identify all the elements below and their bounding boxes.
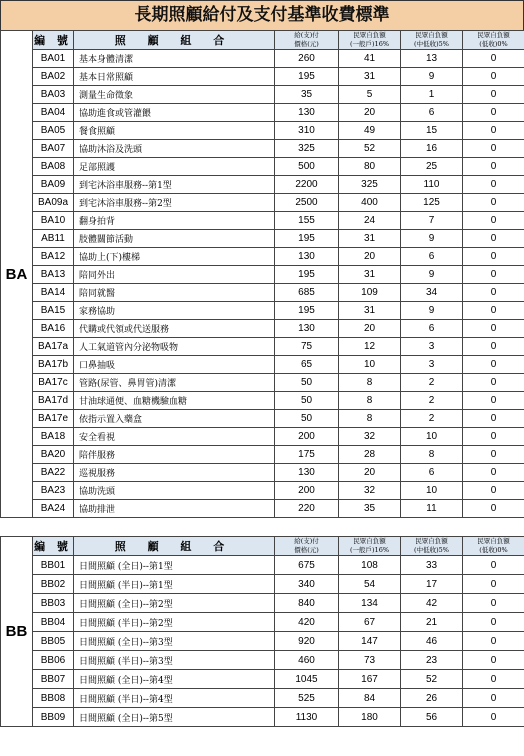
copay-low: 0 — [463, 248, 524, 266]
copay-low: 0 — [463, 86, 524, 104]
copay-lowmid: 52 — [401, 670, 463, 689]
copay-low: 0 — [463, 302, 524, 320]
service-name: 日間照顧 (半日)--第4型 — [74, 689, 275, 708]
copay-low: 0 — [463, 104, 524, 122]
copay-low: 0 — [463, 50, 524, 68]
service-code: BA14 — [33, 284, 74, 302]
service-name: 管路(尿管、鼻胃管)清潔 — [74, 374, 275, 392]
copay-lowmid: 23 — [401, 651, 463, 670]
header-copay-lowmid — [401, 31, 463, 50]
service-code: BA07 — [33, 140, 74, 158]
copay-general: 28 — [339, 446, 401, 464]
copay-low: 0 — [463, 320, 524, 338]
service-code: BA05 — [33, 122, 74, 140]
copay-low: 0 — [463, 158, 524, 176]
table-row — [1, 68, 524, 86]
table-row — [1, 248, 524, 266]
copay-lowmid: 6 — [401, 320, 463, 338]
copay-general: 32 — [339, 482, 401, 500]
price: 195 — [275, 230, 339, 248]
table-row — [1, 632, 524, 651]
service-code: BA13 — [33, 266, 74, 284]
header-copay-lowmid-line2: (中低收)5% — [414, 546, 449, 554]
service-code: BA09 — [33, 176, 74, 194]
price: 2200 — [275, 176, 339, 194]
copay-low: 0 — [463, 122, 524, 140]
service-name: 基本日常照顧 — [74, 68, 275, 86]
service-code: BA10 — [33, 212, 74, 230]
price: 310 — [275, 122, 339, 140]
copay-lowmid: 42 — [401, 594, 463, 613]
table-row — [1, 212, 524, 230]
copay-general: 10 — [339, 356, 401, 374]
service-name: 肢體關節活動 — [74, 230, 275, 248]
copay-lowmid: 125 — [401, 194, 463, 212]
service-code: BA17d — [33, 392, 74, 410]
price: 130 — [275, 104, 339, 122]
copay-lowmid: 9 — [401, 266, 463, 284]
table-row — [1, 689, 524, 708]
copay-general: 20 — [339, 104, 401, 122]
header-name: 照 顧 組 合 — [74, 31, 275, 50]
copay-lowmid: 2 — [401, 410, 463, 428]
copay-lowmid: 9 — [401, 302, 463, 320]
copay-general: 12 — [339, 338, 401, 356]
table-row — [1, 302, 524, 320]
service-code: BB04 — [33, 613, 74, 632]
service-name: 日間照顧 (全日)--第5型 — [74, 708, 275, 727]
service-name: 餐食照顧 — [74, 122, 275, 140]
price: 130 — [275, 248, 339, 266]
header-copay-lowmid-line1: 民眾自負額 — [415, 31, 448, 39]
service-name: 協助上(下)樓梯 — [74, 248, 275, 266]
service-name: 陪同就醫 — [74, 284, 275, 302]
header-copay-low-line2: (低收)0% — [479, 546, 508, 554]
header-code: 編 號 — [33, 31, 74, 50]
copay-low: 0 — [463, 482, 524, 500]
service-name: 人工氣道管內分泌物吸物 — [74, 338, 275, 356]
copay-lowmid: 6 — [401, 248, 463, 266]
price: 195 — [275, 302, 339, 320]
copay-general: 20 — [339, 320, 401, 338]
service-code: BA17a — [33, 338, 74, 356]
copay-low: 0 — [463, 284, 524, 302]
service-name: 協助沐浴及洗頭 — [74, 140, 275, 158]
copay-lowmid: 3 — [401, 338, 463, 356]
header-price-line1: 給(支)付 — [294, 537, 319, 545]
section-label: BA — [1, 31, 33, 518]
table-row — [1, 446, 524, 464]
service-code: BB01 — [33, 556, 74, 575]
copay-lowmid: 8 — [401, 446, 463, 464]
copay-general: 20 — [339, 248, 401, 266]
table-row — [1, 320, 524, 338]
price: 340 — [275, 575, 339, 594]
price: 155 — [275, 212, 339, 230]
copay-low: 0 — [463, 613, 524, 632]
service-name: 日間照顧 (全日)--第1型 — [74, 556, 275, 575]
copay-lowmid: 110 — [401, 176, 463, 194]
service-code: BA15 — [33, 302, 74, 320]
copay-general: 325 — [339, 176, 401, 194]
copay-general: 8 — [339, 392, 401, 410]
service-name: 甘油球通便、血糖機驗血糖 — [74, 392, 275, 410]
price: 75 — [275, 338, 339, 356]
table-row — [1, 575, 524, 594]
table-row — [1, 464, 524, 482]
service-code: AB11 — [33, 230, 74, 248]
header-price-line1: 給(支)付 — [294, 31, 319, 39]
table-row — [1, 651, 524, 670]
service-name: 日間照顧 (半日)--第3型 — [74, 651, 275, 670]
copay-general: 134 — [339, 594, 401, 613]
copay-lowmid: 11 — [401, 500, 463, 518]
copay-general: 24 — [339, 212, 401, 230]
copay-general: 31 — [339, 68, 401, 86]
table-row — [1, 482, 524, 500]
service-name: 日間照顧 (半日)--第2型 — [74, 613, 275, 632]
table-row — [1, 50, 524, 68]
table-row — [1, 670, 524, 689]
page-title: 長期照顧給付及支付基準收費標準 — [0, 0, 524, 31]
service-code: BB03 — [33, 594, 74, 613]
service-code: BA09a — [33, 194, 74, 212]
service-code: BA17e — [33, 410, 74, 428]
table-row — [1, 392, 524, 410]
copay-low: 0 — [463, 194, 524, 212]
copay-general: 49 — [339, 122, 401, 140]
copay-low: 0 — [463, 176, 524, 194]
copay-general: 41 — [339, 50, 401, 68]
table-row — [1, 284, 524, 302]
price: 1045 — [275, 670, 339, 689]
service-name: 代購或代領或代送服務 — [74, 320, 275, 338]
header-copay-lowmid — [401, 537, 463, 556]
price: 200 — [275, 428, 339, 446]
copay-low: 0 — [463, 140, 524, 158]
table-row — [1, 122, 524, 140]
price: 35 — [275, 86, 339, 104]
service-name: 陪伴服務 — [74, 446, 275, 464]
copay-general: 84 — [339, 689, 401, 708]
service-code: BA17c — [33, 374, 74, 392]
copay-general: 80 — [339, 158, 401, 176]
copay-lowmid: 2 — [401, 374, 463, 392]
copay-low: 0 — [463, 651, 524, 670]
service-code: BB02 — [33, 575, 74, 594]
service-code: BA17b — [33, 356, 74, 374]
service-code: BA24 — [33, 500, 74, 518]
service-code: BB06 — [33, 651, 74, 670]
header-name: 照 顧 組 合 — [74, 537, 275, 556]
copay-general: 54 — [339, 575, 401, 594]
header-row — [1, 31, 524, 50]
section-label: BB — [1, 537, 33, 727]
copay-low: 0 — [463, 556, 524, 575]
service-name: 基本身體清潔 — [74, 50, 275, 68]
service-code: BA02 — [33, 68, 74, 86]
table-row — [1, 140, 524, 158]
table-row — [1, 338, 524, 356]
copay-lowmid: 10 — [401, 482, 463, 500]
copay-lowmid: 33 — [401, 556, 463, 575]
price: 920 — [275, 632, 339, 651]
price: 65 — [275, 356, 339, 374]
copay-general: 400 — [339, 194, 401, 212]
copay-lowmid: 9 — [401, 230, 463, 248]
header-copay-low-line1: 民眾自負額 — [477, 537, 510, 545]
header-copay-lowmid-line2: (中低收)5% — [414, 40, 449, 48]
copay-low: 0 — [463, 500, 524, 518]
table-row — [1, 708, 524, 727]
copay-general: 108 — [339, 556, 401, 575]
copay-general: 31 — [339, 266, 401, 284]
table-row — [1, 86, 524, 104]
service-code: BA22 — [33, 464, 74, 482]
service-name: 翻身拍背 — [74, 212, 275, 230]
table-row — [1, 356, 524, 374]
copay-general: 73 — [339, 651, 401, 670]
service-code: BA03 — [33, 86, 74, 104]
table-row — [1, 176, 524, 194]
table-row — [1, 266, 524, 284]
copay-low: 0 — [463, 212, 524, 230]
copay-low: 0 — [463, 689, 524, 708]
service-name: 足部照護 — [74, 158, 275, 176]
price: 175 — [275, 446, 339, 464]
service-code: BA23 — [33, 482, 74, 500]
service-name: 日間照顧 (半日)--第1型 — [74, 575, 275, 594]
copay-general: 8 — [339, 410, 401, 428]
copay-general: 32 — [339, 428, 401, 446]
price: 50 — [275, 374, 339, 392]
service-name: 安全看視 — [74, 428, 275, 446]
copay-general: 31 — [339, 230, 401, 248]
table-row — [1, 410, 524, 428]
header-copay-low — [463, 31, 524, 50]
copay-lowmid: 21 — [401, 613, 463, 632]
service-code: BB05 — [33, 632, 74, 651]
service-name: 到宅沐浴車服務--第1型 — [74, 176, 275, 194]
copay-low: 0 — [463, 392, 524, 410]
header-copay-low-line2: (低收)0% — [479, 40, 508, 48]
copay-general: 8 — [339, 374, 401, 392]
copay-general: 180 — [339, 708, 401, 727]
service-code: BB07 — [33, 670, 74, 689]
price: 675 — [275, 556, 339, 575]
table-row — [1, 104, 524, 122]
service-name: 協助洗頭 — [74, 482, 275, 500]
copay-lowmid: 6 — [401, 104, 463, 122]
copay-lowmid: 56 — [401, 708, 463, 727]
service-code: BA04 — [33, 104, 74, 122]
copay-general: 52 — [339, 140, 401, 158]
service-code: BA20 — [33, 446, 74, 464]
copay-general: 31 — [339, 302, 401, 320]
price: 2500 — [275, 194, 339, 212]
price: 1130 — [275, 708, 339, 727]
table-row — [1, 230, 524, 248]
copay-lowmid: 7 — [401, 212, 463, 230]
copay-low: 0 — [463, 464, 524, 482]
copay-low: 0 — [463, 428, 524, 446]
copay-general: 109 — [339, 284, 401, 302]
service-name: 到宅沐浴車服務--第2型 — [74, 194, 275, 212]
copay-low: 0 — [463, 230, 524, 248]
copay-low: 0 — [463, 575, 524, 594]
copay-lowmid: 46 — [401, 632, 463, 651]
table-row — [1, 613, 524, 632]
header-copay-general-line2: (一般戶)16% — [349, 546, 390, 554]
service-name: 日間照顧 (全日)--第4型 — [74, 670, 275, 689]
header-copay-low-line1: 民眾自負額 — [477, 31, 510, 39]
copay-low: 0 — [463, 670, 524, 689]
service-name: 協助進食或管灌餵 — [74, 104, 275, 122]
copay-low: 0 — [463, 356, 524, 374]
table-row — [1, 556, 524, 575]
service-code: BB08 — [33, 689, 74, 708]
header-copay-general-line1: 民眾自負額 — [353, 31, 386, 39]
copay-general: 20 — [339, 464, 401, 482]
price: 200 — [275, 482, 339, 500]
copay-lowmid: 6 — [401, 464, 463, 482]
table-row — [1, 374, 524, 392]
copay-low: 0 — [463, 632, 524, 651]
header-copay-general-line2: (一般戶)16% — [349, 40, 390, 48]
service-code: BA16 — [33, 320, 74, 338]
service-name: 口鼻抽吸 — [74, 356, 275, 374]
service-name: 家務協助 — [74, 302, 275, 320]
price: 840 — [275, 594, 339, 613]
price: 460 — [275, 651, 339, 670]
table-row — [1, 500, 524, 518]
service-name: 測量生命徵象 — [74, 86, 275, 104]
price: 50 — [275, 410, 339, 428]
service-name: 陪同外出 — [74, 266, 275, 284]
price: 220 — [275, 500, 339, 518]
copay-low: 0 — [463, 708, 524, 727]
service-name: 日間照顧 (全日)--第3型 — [74, 632, 275, 651]
copay-lowmid: 16 — [401, 140, 463, 158]
price: 130 — [275, 320, 339, 338]
header-copay-general — [339, 31, 401, 50]
service-code: BA01 — [33, 50, 74, 68]
copay-lowmid: 1 — [401, 86, 463, 104]
price: 685 — [275, 284, 339, 302]
copay-lowmid: 25 — [401, 158, 463, 176]
table-row — [1, 158, 524, 176]
service-code: BB09 — [33, 708, 74, 727]
service-name: 巡視服務 — [74, 464, 275, 482]
copay-general: 67 — [339, 613, 401, 632]
copay-low: 0 — [463, 594, 524, 613]
copay-low: 0 — [463, 338, 524, 356]
price: 525 — [275, 689, 339, 708]
copay-low: 0 — [463, 266, 524, 284]
header-price — [275, 537, 339, 556]
service-name: 協助排泄 — [74, 500, 275, 518]
fee-table-ba — [0, 30, 524, 518]
copay-lowmid: 17 — [401, 575, 463, 594]
header-price-line2: 價格(元) — [294, 40, 319, 48]
header-row — [1, 537, 524, 556]
copay-general: 5 — [339, 86, 401, 104]
table-row — [1, 428, 524, 446]
price: 500 — [275, 158, 339, 176]
service-code: BA08 — [33, 158, 74, 176]
price: 260 — [275, 50, 339, 68]
price: 50 — [275, 392, 339, 410]
price: 195 — [275, 266, 339, 284]
copay-lowmid: 2 — [401, 392, 463, 410]
copay-lowmid: 26 — [401, 689, 463, 708]
price: 420 — [275, 613, 339, 632]
table-row — [1, 594, 524, 613]
price: 325 — [275, 140, 339, 158]
copay-general: 35 — [339, 500, 401, 518]
header-code: 編 號 — [33, 537, 74, 556]
copay-lowmid: 9 — [401, 68, 463, 86]
fee-table-bb — [0, 536, 524, 727]
copay-lowmid: 34 — [401, 284, 463, 302]
copay-general: 167 — [339, 670, 401, 689]
service-name: 日間照顧 (全日)--第2型 — [74, 594, 275, 613]
header-copay-general-line1: 民眾自負額 — [353, 537, 386, 545]
header-price-line2: 價格(元) — [294, 546, 319, 554]
copay-lowmid: 13 — [401, 50, 463, 68]
service-name: 依指示置入藥盒 — [74, 410, 275, 428]
copay-low: 0 — [463, 446, 524, 464]
copay-lowmid: 10 — [401, 428, 463, 446]
price: 195 — [275, 68, 339, 86]
price: 130 — [275, 464, 339, 482]
copay-lowmid: 3 — [401, 356, 463, 374]
service-code: BA12 — [33, 248, 74, 266]
copay-lowmid: 15 — [401, 122, 463, 140]
copay-low: 0 — [463, 68, 524, 86]
header-copay-lowmid-line1: 民眾自負額 — [415, 537, 448, 545]
header-copay-low — [463, 537, 524, 556]
copay-low: 0 — [463, 374, 524, 392]
service-code: BA18 — [33, 428, 74, 446]
copay-low: 0 — [463, 410, 524, 428]
copay-general: 147 — [339, 632, 401, 651]
header-copay-general — [339, 537, 401, 556]
header-price — [275, 31, 339, 50]
table-row — [1, 194, 524, 212]
